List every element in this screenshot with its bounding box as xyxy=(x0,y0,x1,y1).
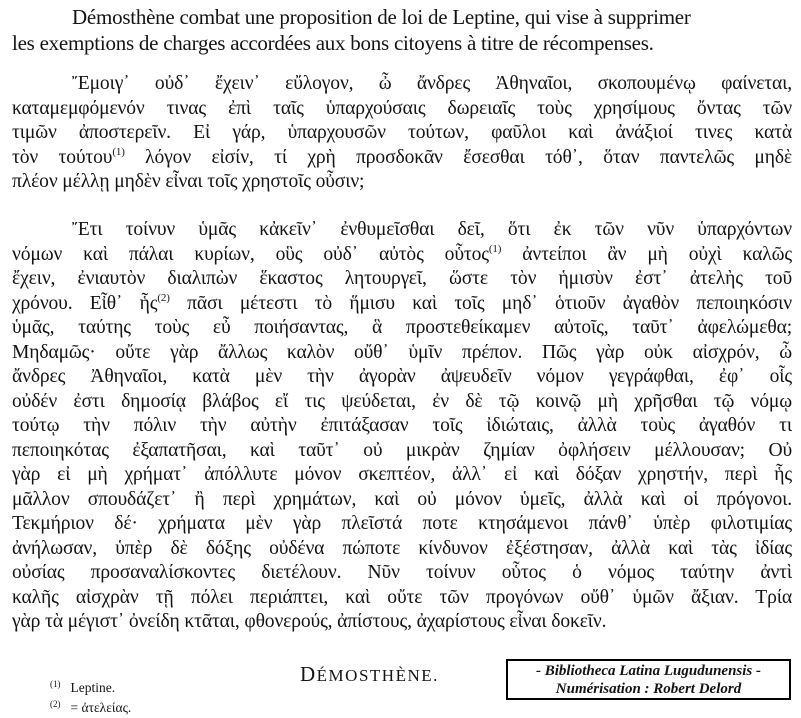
credit-line: Numérisation : Robert Delord xyxy=(555,681,742,697)
footnote-text: Leptine. xyxy=(70,680,116,695)
intro-line: les exemptions de charges accordées aux bons citoyens à titre de récompenses. xyxy=(12,31,654,55)
text-line: τιμῶν ἀποστερεῖν. Εἰ γάρ, ὑπαρχουσῶν τούτων, φαῦλοι καὶ ἀνάξιοί τινες κατὰ xyxy=(12,122,792,143)
footnote-reference: (2) xyxy=(157,291,170,304)
text-line: χρόνου. Εἶθ᾽ ἧς$^{(2)}$ πᾶσι μέτεστι τὸ ἥμισυ καὶ τοῖς μηδ᾽ ὁτιοῦν ἀγαθὸν πεποιηκόσιν xyxy=(12,291,792,314)
text-line: Ἔτι τοίνυν ὑμᾶς κἀκεῖν᾽ ἐνθυμεῖσθαι δεῖ, ὅτι ἐκ τῶν νῦν ὑπαρχόντων xyxy=(72,219,792,240)
intro-paragraph xyxy=(12,4,792,56)
text-line: οὐδέν ἐστι δημοσίᾳ βλάβος εἴ τις ψεύδεται, ἐν δὲ τῷ κοινῷ μὴ χρῆσθαι τῷ νόμῳ xyxy=(12,390,792,412)
greek-paragraph-1 xyxy=(12,72,792,195)
text-line: τούτῳ τὴν πόλιν τὴν αὐτὴν ἐπιτάξασαν τοῖς ἰδιώταις, ἀλλὰ τοὺς ἀγαθόν τι xyxy=(12,415,792,436)
credit-line: - Bibliotheca Latina Lugudunensis - xyxy=(535,663,762,679)
text-line: ἀνήλωσαν, ὑπὲρ δὲ δόξης οὐδένα πώποτε κίνδυνον ἐξέστησαν, ἀλλὰ καὶ τὰς ἰδίας xyxy=(12,537,792,559)
signature-rest: ÉMOSTHÈNE. xyxy=(316,666,439,685)
text-line: ὑμᾶς, ταύτης τοὺς εὖ ποιήσαντας, ἃ προστεθείκαμεν αὐτοῖς, ταῦτ᾽ ἀφελώμεθα; xyxy=(12,317,792,338)
text-line: πλέον μέλλῃ μηδὲν εἶναι τοῖς χρηστοῖς οὖσιν; xyxy=(12,171,365,192)
text-line: τὸν τούτου$^{(1)}$ λόγον εἰσίν, τί χρὴ προσδοκᾶν ἔσεσθαι τόθ᾽, ὅταν παντελῶς μηδὲ xyxy=(12,145,792,168)
signature-initial: D xyxy=(300,662,317,686)
text-line: πεποιηκότας ἐξαπατῆσαι, καὶ ταῦτ᾽ οὐ μικρὰν ζημίαν ὀφλήσειν μέλλουσαν; Οὐ xyxy=(12,439,792,461)
text-line: ἄνδρες Ἀθηναῖοι, κατὰ μὲν τὴν ἀγορὰν ἀψευδεῖν νόμον γεγράφθαι, ἐφ᾽ οἷς xyxy=(12,366,792,387)
greek-paragraph-2 xyxy=(12,218,792,635)
footnote-marker: (2) xyxy=(50,699,61,709)
text-line: Ἔμοιγ᾽ οὐδ᾽ ἔχειν᾽ εὔλογον, ὦ ἄνδρες Ἀθηναῖοι, σκοπουμένῳ φαίνεται, xyxy=(72,73,792,94)
footnote xyxy=(50,676,131,696)
digitization-credit-box xyxy=(506,659,791,700)
text-line: νόμων καὶ πάλαι κυρίων, οὓς οὐδ᾽ αὐτὸς οὗτος$^{(1)}$ ἀντείποι ἂν μὴ οὐχὶ καλῶς xyxy=(12,242,793,265)
footnotes xyxy=(50,676,131,716)
footnote-text: = ἀτελείας. xyxy=(70,700,132,715)
text-line: Τεκμήριον δέ· χρήματα μὲν γὰρ πλεῖστά ποτε κτησάμενοι πάνθ᾽ ὑπὲρ φιλοτιμίας xyxy=(12,513,792,534)
footnote-reference: (1) xyxy=(112,145,125,158)
text-line: ἔχειν, ἐνιαυτὸν διαλιπὼν ἕκαστος λητουργεῖ, ὥστε τὸν ἡμισὺν ἐστ᾽ ἀτελὴς τοῦ xyxy=(12,268,792,289)
author-signature xyxy=(300,662,439,687)
footnote xyxy=(50,696,131,716)
text-line: γὰρ εἰ μὴ χρήματ᾽ ἀπόλλυτε μόνον σκεπτέον, ἀλλ᾽ εἰ καὶ δόξαν χρηστήν, περὶ ἧς xyxy=(12,464,792,485)
text-line: καταμεμφόμενόν τινας ἐπὶ ταῖς ὑπαρχούσαις δωρειαῖς τοὺς χρησίμους ὄντας τῶν xyxy=(12,97,792,119)
text-line: Μηδαμῶς· οὔτε γὰρ ἄλλως καλὸν οὔθ᾽ ὑμῖν πρέπον. Πῶς γὰρ οὐκ αἰσχρόν, ὦ xyxy=(12,341,792,363)
text-line: καλῆς αἰσχρὰν τῇ πόλει περιάπτει, καὶ οὔτε τῶν προγόνων οὔθ᾽ ὑμῶν ἄξιαν. Τρία xyxy=(12,586,792,608)
text-line: μᾶλλον σπουδάζετ᾽ ἢ περὶ χρημάτων, καὶ οὐ μόνον ὑμεῖς, ἀλλὰ καὶ οἱ πρόγονοι. xyxy=(12,488,792,510)
text-line: γὰρ τὰ μέγιστ᾽ ὀνείδη κτᾶται, φθονερούς, ἀπίστους, ἀχαρίστους εἶναι δοκεῖν. xyxy=(12,611,607,632)
intro-line: Démosthène combat une proposition de loi de Leptine, qui vise à supprimer xyxy=(72,5,691,29)
footnote-reference: (1) xyxy=(488,242,502,255)
text-line: οὐσίας προσαναλίσκοντες διετέλουν. Νῦν τοίνυν οὗτος ὁ νόμος ταύτην ἀντὶ xyxy=(12,562,792,583)
footnote-marker: (1) xyxy=(50,679,61,689)
